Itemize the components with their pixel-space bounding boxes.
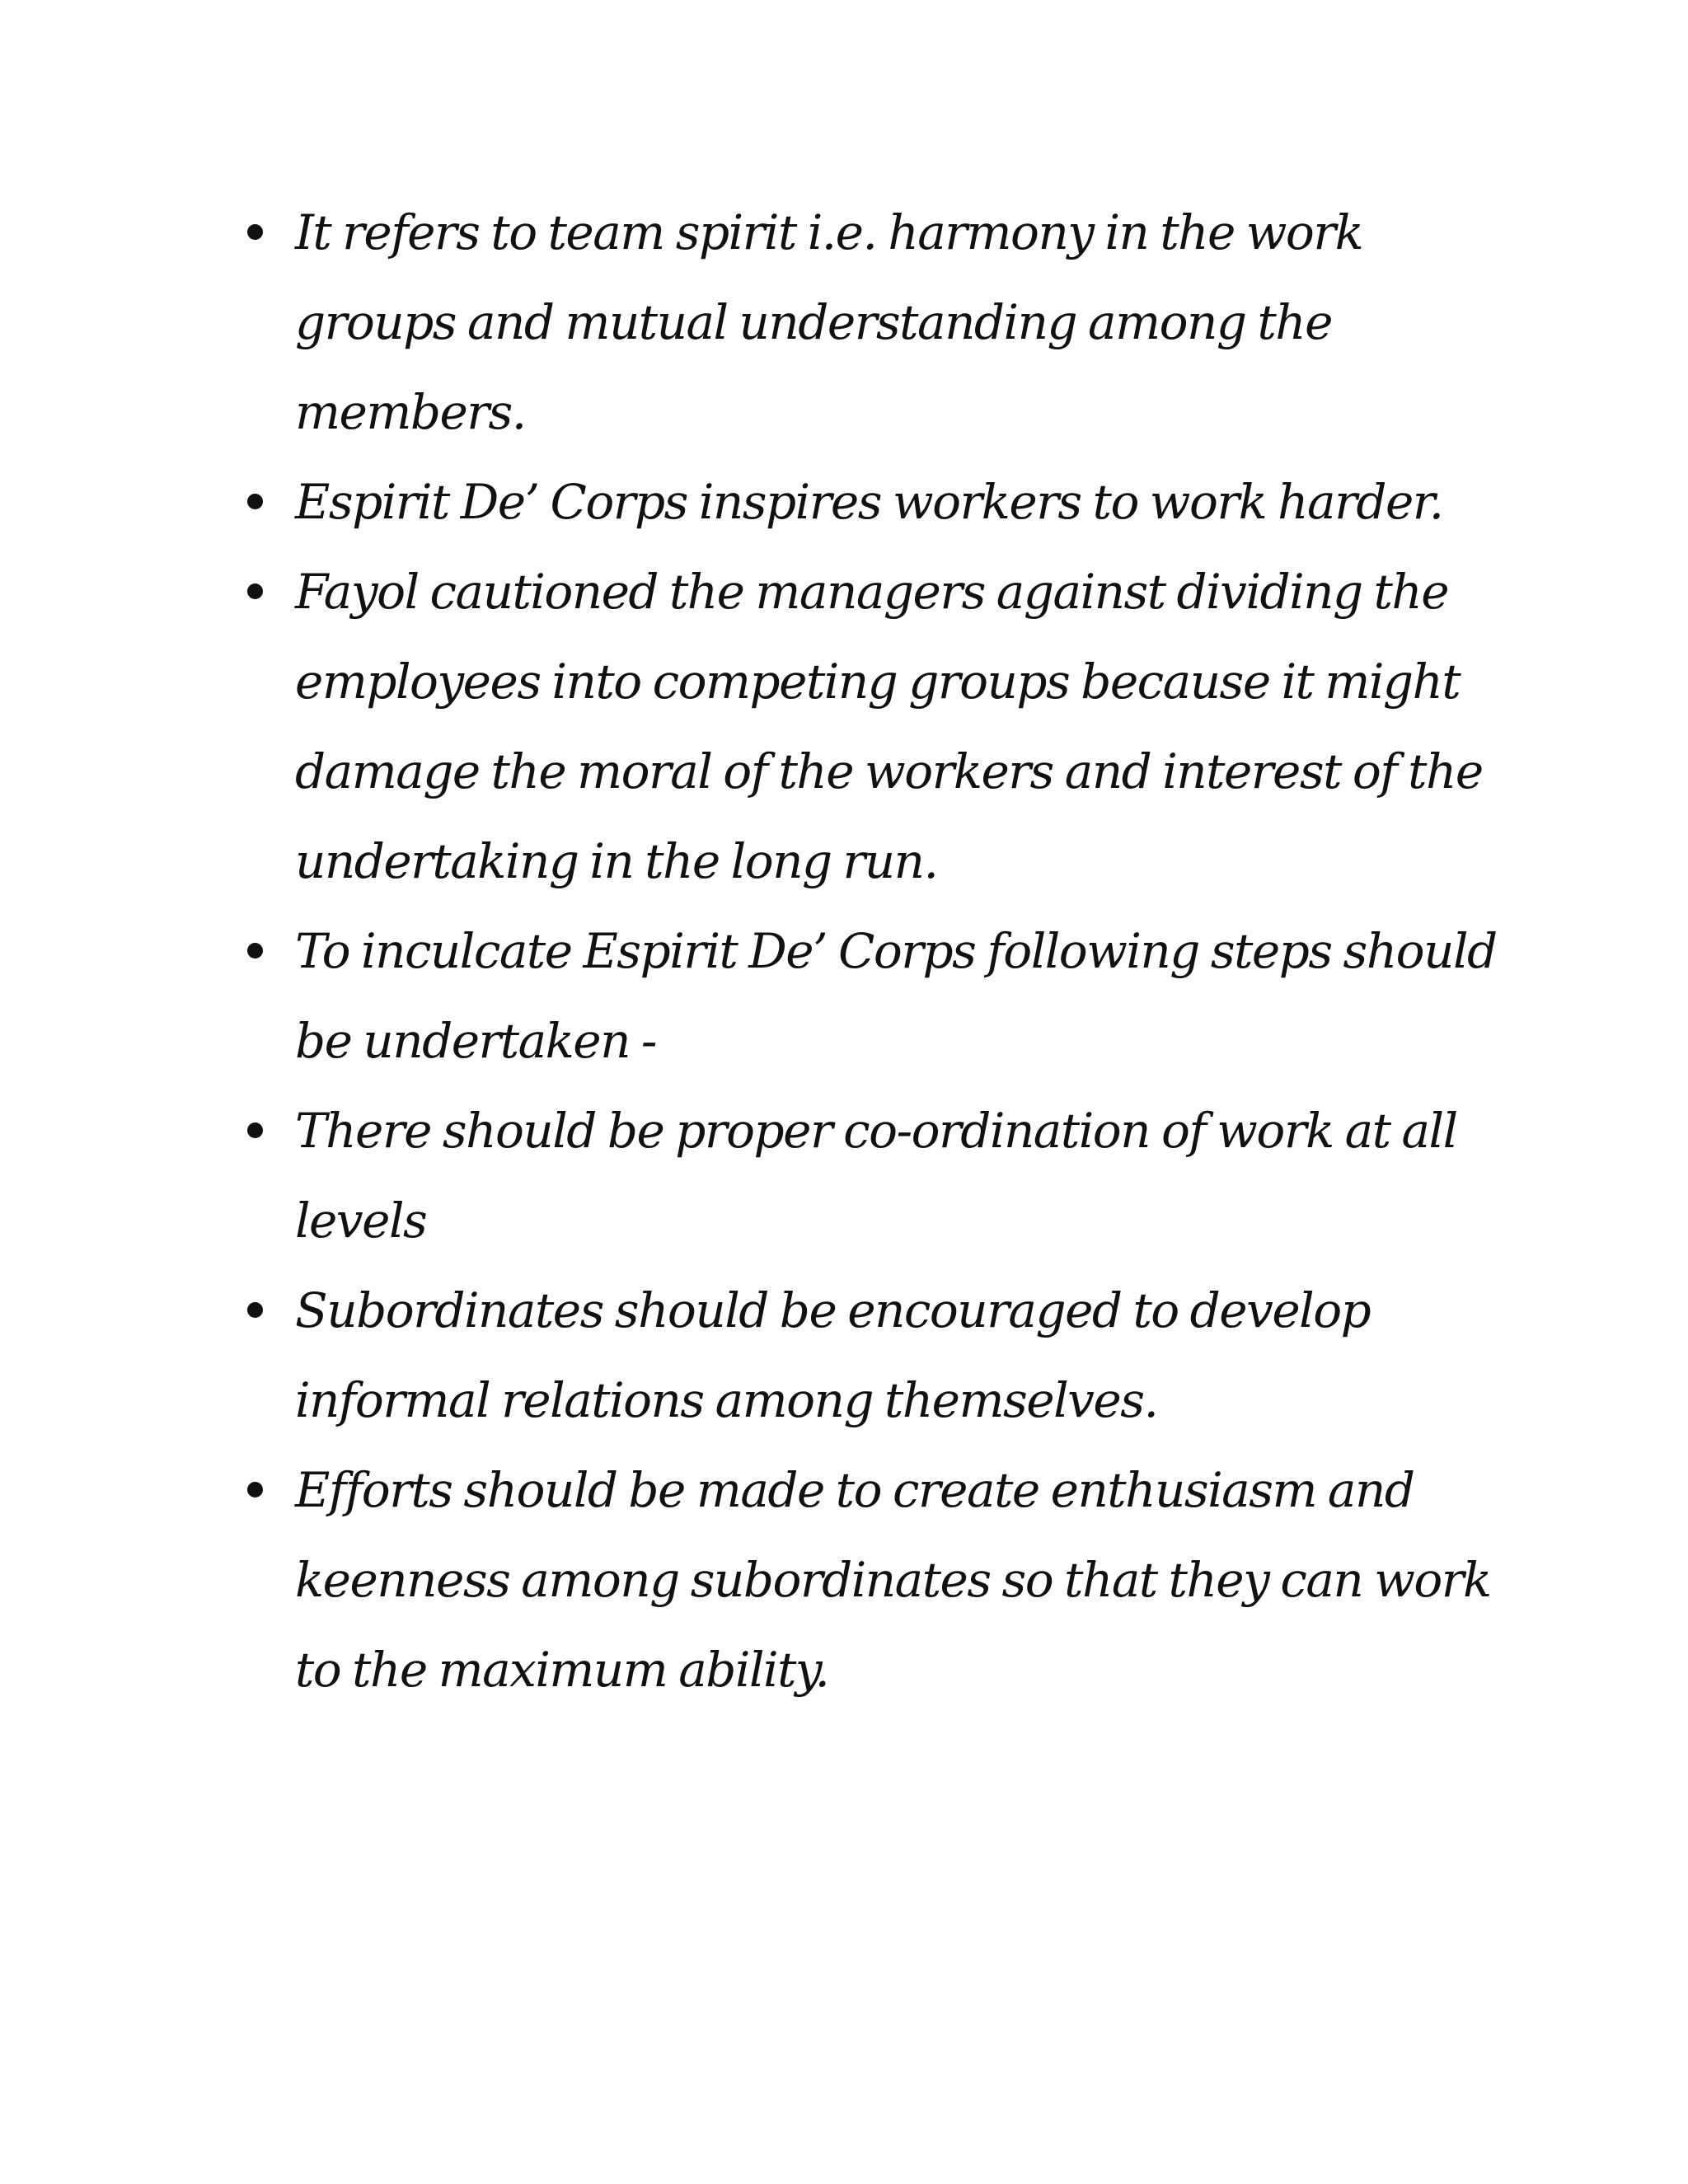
bullet-text: Fayol cautioned the managers against dividing the employees into competing groups because it might damage the moral of the workers and interest of the undertaking in the long run. — [295, 564, 1483, 889]
bullet-dot-icon — [247, 1482, 263, 1497]
bullet-text: Subordinates should be encouraged to develop informal relations among themselves. — [295, 1282, 1371, 1428]
bullet-item — [247, 457, 1533, 547]
bullet-text: To inculcate Espirit De’ Corps following steps should be undertaken - — [295, 923, 1497, 1069]
bullet-text: Efforts should be made to create enthusiasm and keenness among subordinates so that they can work to the maximum ability. — [295, 1462, 1491, 1698]
bullet-dot-icon — [247, 224, 263, 240]
bullet-item — [247, 907, 1533, 1086]
bullet-dot-icon — [247, 1122, 263, 1138]
bullet-item — [247, 188, 1533, 457]
bullet-text: There should be proper co-ordination of work at all levels — [295, 1103, 1457, 1249]
bullet-item — [247, 1266, 1533, 1446]
bullet-text: It refers to team spirit i.e. harmony in the work groups and mutual understanding among the members. — [295, 204, 1363, 440]
bullet-item — [247, 1446, 1533, 1715]
bullet-dot-icon — [247, 943, 263, 958]
bullet-item — [247, 547, 1533, 907]
bullet-list — [247, 188, 1533, 1715]
bullet-dot-icon — [247, 583, 263, 599]
bullet-dot-icon — [247, 1302, 263, 1318]
bullet-item — [247, 1086, 1533, 1266]
bullet-text: Espirit De’ Corps inspires workers to work harder. — [295, 474, 1443, 530]
bullet-dot-icon — [247, 494, 263, 509]
